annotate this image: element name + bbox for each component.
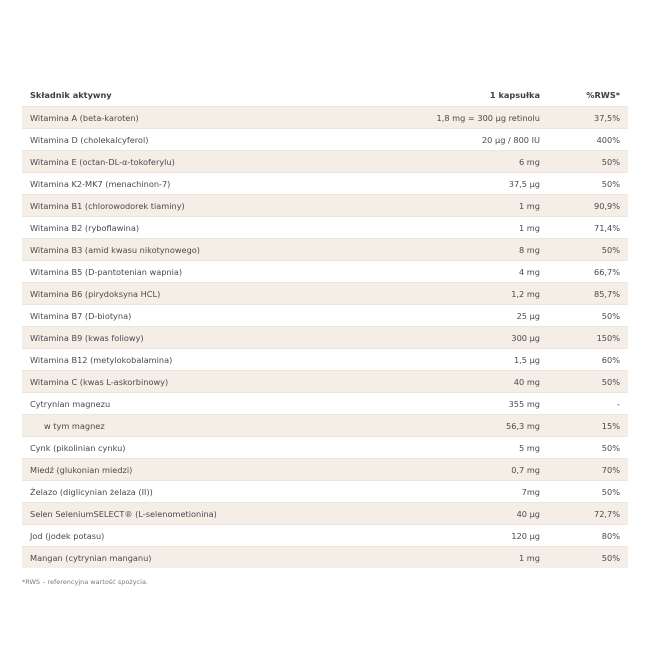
rws-value: 50%	[601, 156, 620, 167]
ingredient-name: Selen SeleniumSELECT® (L-selenometionina)	[30, 508, 217, 519]
rws-value: 80%	[601, 530, 620, 541]
rws-value: 400%	[596, 134, 620, 145]
table-row	[22, 480, 628, 502]
ingredient-name: Miedź (glukonian miedzi)	[30, 464, 133, 475]
ingredient-name: Witamina B2 (ryboflawina)	[30, 222, 140, 233]
dose-value: 20 µg / 800 IU	[481, 134, 540, 145]
rws-value: 50%	[601, 552, 620, 563]
rws-value: 90,9%	[593, 200, 620, 211]
dose-value: 1 mg	[519, 222, 540, 233]
ingredient-name: Witamina B5 (D-pantotenian wapnia)	[30, 266, 183, 277]
ingredient-name: Jod (jodek potasu)	[30, 530, 105, 541]
rws-value: 50%	[601, 486, 620, 497]
table-row	[22, 216, 628, 238]
rws-value: 72,7%	[593, 508, 620, 519]
ingredient-name: Cytrynian magnezu	[30, 398, 111, 409]
dose-value: 300 µg	[511, 332, 540, 343]
dose-value: 1,5 µg	[513, 354, 540, 365]
table-row	[22, 304, 628, 326]
dose-value: 8 mg	[519, 244, 540, 255]
dose-value: 1,2 mg	[511, 288, 540, 299]
ingredient-name: Żelazo (diglicynian żelaza (II))	[30, 486, 153, 497]
dose-value: 5 mg	[519, 442, 540, 453]
table-row	[22, 458, 628, 480]
rws-value: 70%	[601, 464, 620, 475]
dose-value: 40 mg	[513, 376, 540, 387]
ingredient-name: Cynk (pikolinian cynku)	[30, 442, 126, 453]
ingredient-name: w tym magnez	[44, 420, 105, 431]
rws-value: 85,7%	[593, 288, 620, 299]
table-row	[22, 326, 628, 348]
table-row	[22, 194, 628, 216]
rws-value: 50%	[601, 442, 620, 453]
dose-value: 25 µg	[516, 310, 540, 321]
rws-value: 71,4%	[593, 222, 620, 233]
table-row	[22, 414, 628, 436]
ingredient-name: Witamina D (cholekalcyferol)	[30, 134, 149, 145]
rws-value: -	[617, 398, 620, 409]
dose-value: 355 mg	[508, 398, 540, 409]
dose-value: 37,5 µg	[508, 178, 540, 189]
footnote: *RWS – referencyjna wartość spożycia.	[22, 578, 148, 586]
dose-value: 0,7 mg	[511, 464, 540, 475]
rws-value: 37,5%	[593, 112, 620, 123]
table-row	[22, 392, 628, 414]
table-row	[22, 128, 628, 150]
table-row	[22, 502, 628, 524]
dose-value: 4 mg	[519, 266, 540, 277]
ingredient-name: Mangan (cytrynian manganu)	[30, 552, 152, 563]
rws-value: 50%	[601, 244, 620, 255]
dose-value: 1 mg	[519, 200, 540, 211]
ingredient-name: Witamina B6 (pirydoksyna HCL)	[30, 288, 161, 299]
table-row	[22, 524, 628, 546]
rws-value: 60%	[601, 354, 620, 365]
rws-value: 15%	[601, 420, 620, 431]
header-rws: %RWS*	[586, 90, 620, 100]
dose-value: 6 mg	[519, 156, 540, 167]
table-header	[22, 84, 628, 106]
rws-value: 50%	[601, 376, 620, 387]
dose-value: 120 µg	[511, 530, 540, 541]
dose-value: 40 µg	[516, 508, 540, 519]
dose-value: 1,8 mg = 300 µg retinolu	[436, 112, 540, 123]
dose-value: 56,3 mg	[505, 420, 540, 431]
header-dose: 1 kapsułka	[489, 90, 540, 100]
table-row	[22, 172, 628, 194]
ingredient-name: Witamina B12 (metylokobalamina)	[30, 354, 173, 365]
ingredient-name: Witamina B7 (D-biotyna)	[30, 310, 132, 321]
ingredient-name: Witamina K2-MK7 (menachinon-7)	[30, 178, 171, 189]
header-ingredient: Składnik aktywny	[30, 90, 112, 100]
table-body	[22, 106, 628, 568]
table-row	[22, 370, 628, 392]
table-row	[22, 282, 628, 304]
ingredient-name: Witamina A (beta-karoten)	[30, 112, 139, 123]
ingredient-name: Witamina B1 (chlorowodorek tiaminy)	[30, 200, 185, 211]
rws-value: 50%	[601, 178, 620, 189]
table-row	[22, 260, 628, 282]
table-row	[22, 546, 628, 568]
ingredient-name: Witamina E (octan-DL-α-tokoferylu)	[30, 156, 175, 167]
rws-value: 50%	[601, 310, 620, 321]
rws-value: 66,7%	[593, 266, 620, 277]
table-row	[22, 348, 628, 370]
ingredient-name: Witamina B3 (amid kwasu nikotynowego)	[30, 244, 200, 255]
table-row	[22, 106, 628, 128]
table-row	[22, 238, 628, 260]
ingredient-name: Witamina C (kwas L-askorbinowy)	[30, 376, 169, 387]
ingredient-name: Witamina B9 (kwas foliowy)	[30, 332, 144, 343]
dose-value: 1 mg	[519, 552, 540, 563]
dose-value: 7mg	[521, 486, 540, 497]
nutrition-table	[22, 84, 628, 568]
table-row	[22, 436, 628, 458]
table-row	[22, 150, 628, 172]
rws-value: 150%	[596, 332, 620, 343]
